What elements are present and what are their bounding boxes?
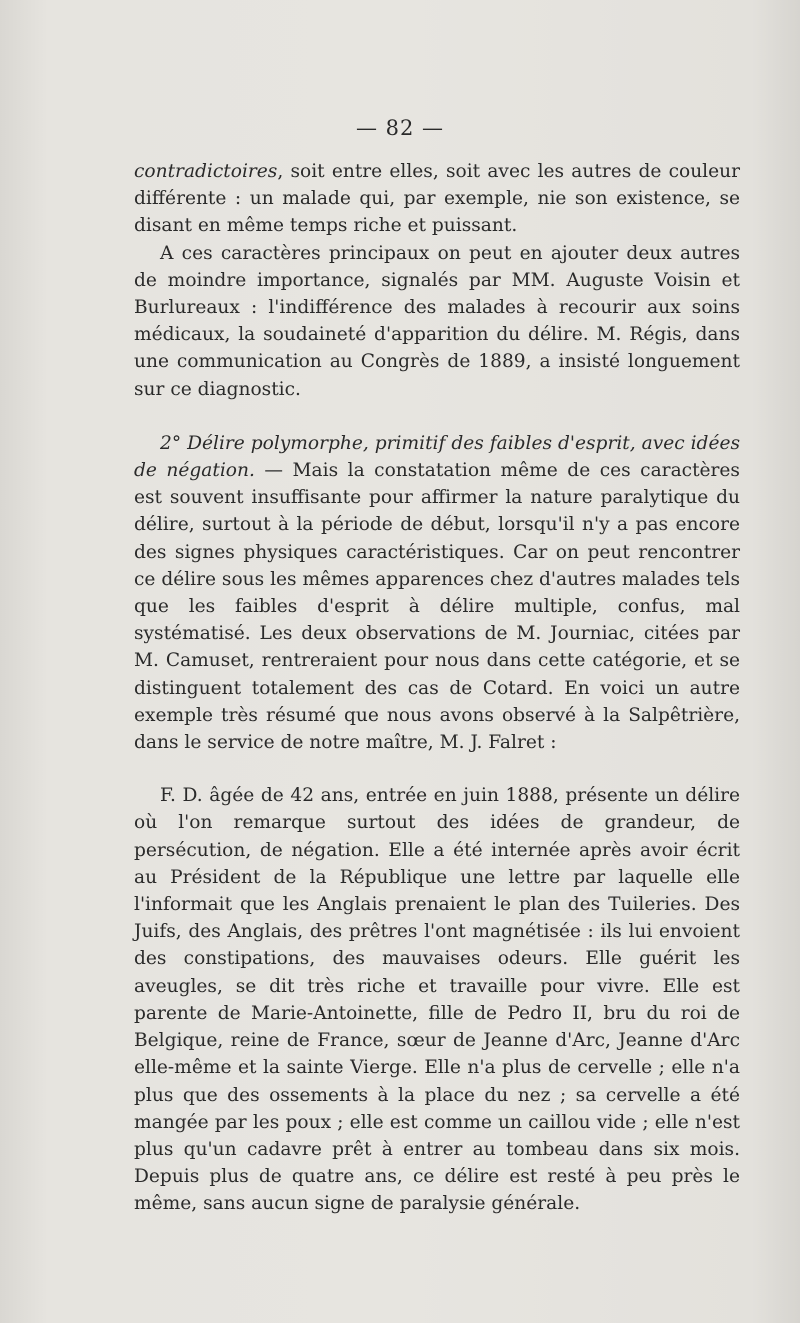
observation-paragraph: F. D. âgée de 42 ans, entrée en juin 1888, présente un délire où l'on remarque surtout des idées de grandeur, de persécution, de négation. Elle a été internée après avoir écrit au Président de la République une lettre par laquelle elle l'informait que les Anglais prenaient le plan des Tuileries. Des Juifs, des Anglais, des prêtres l'ont magnétisée : ils lui envoient des constipations, des mauvaises odeurs. Elle guérit les aveugles, se dit très riche et travaille pour vivre. Elle est parente de Marie-Antoinette, fille de Pedro II, bru du roi de Belgique, reine de France, sœur de Jeanne d'Arc, Jeanne d'Arc elle-même et la sainte Vierge. Elle n'a plus de cervelle ; elle n'a plus que des ossements à la place du nez ; sa cervelle a été mangée par les poux ; elle est comme un caillou vide ; elle n'est plus qu'un cadavre prêt à entrer au tombeau dans six mois. Depuis plus de quatre ans, ce délire est resté à peu près le même, sans aucun signe de paralysie générale. [134, 785, 740, 1215]
paragraph-2: A ces caractères principaux on peut en ajouter deux autres de moindre importance, signalés par MM. Auguste Voisin et Burlureaux : l'indifférence des malades à recourir aux soins médicaux, la soudaineté d'apparition du délire. M. Régis, dans une communication au Congrès de 1889, a insisté longuement sur ce diagnostic. [134, 242, 740, 400]
page-number: — 82 — [355, 116, 445, 140]
paragraph-3-text: — Mais la constatation même de ces caractères est souvent insuffisante pour affirmer la nature paralytique du délire, surtout à la période de début, lorsqu'il n'y a pas encore des signes physiques caractéristiques. Car on peut rencontrer ce délire sous les mêmes apparences chez d'autres malades tels que les faibles d'esprit à délire multiple, confus, mal systématisé. Les deux observations de M. Journiac, citées par M. Camuset, rentreraient pour nous dans cette catégorie, et se distinguent totalement des cas de Cotard. En voici un autre exemple très résumé que nous avons observé à la Salpêtrière, dans le service de notre maître, M. J. Falret : [134, 460, 740, 754]
paragraph-1 [134, 158, 740, 240]
paragraph-1-italic: contradictoires [134, 161, 278, 182]
paragraph-1-text: , soit entre elles, soit avec les autres de couleur différente : un malade qui, par exemple, nie son existence, se disant en même temps riche et puissant. [134, 161, 740, 237]
section-heading: 2° Délire polymorphe, primitif des faibles d'esprit, avec idées de négation. [134, 432, 740, 482]
body-text [134, 158, 740, 1218]
paragraph-3 [134, 430, 740, 756]
